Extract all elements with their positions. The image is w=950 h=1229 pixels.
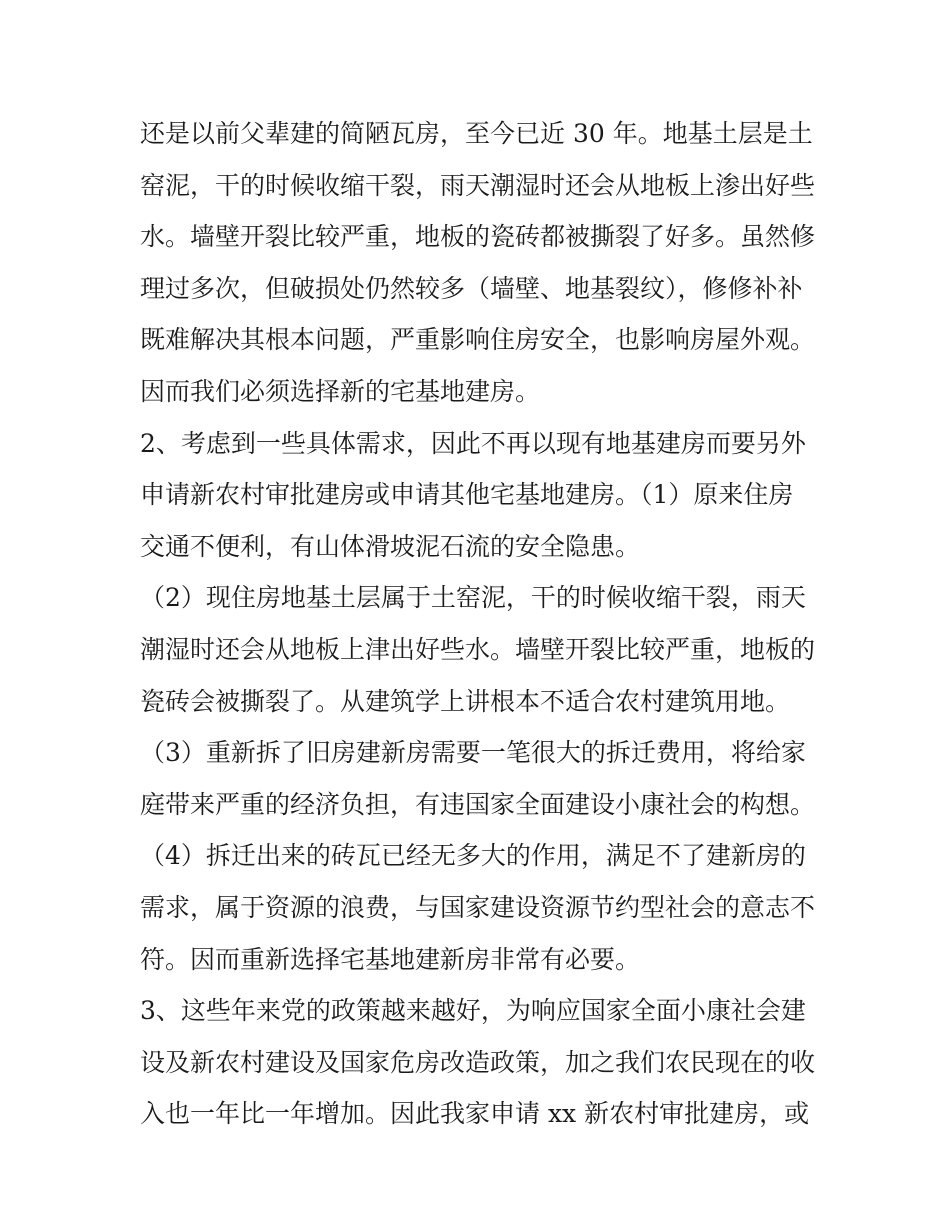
text-line: 需求，属于资源的浪费，与国家建设资源节约型社会的意志不 xyxy=(140,892,816,922)
text-line: 既难解决其根本问题，严重影响住房安全，也影响房屋外观。 xyxy=(140,325,816,355)
text-line: 窑泥，干的时候收缩干裂，雨天潮湿时还会从地板上渗出好些 xyxy=(140,170,816,200)
text-line: 庭带来严重的经济负担，有违国家全面建设小康社会的构想。 xyxy=(140,789,816,819)
text-line: 申请新农村审批建房或申请其他宅基地建房。（1）原来住房 xyxy=(140,480,794,510)
text-line: 瓷砖会被撕裂了。从建筑学上讲根本不适合农村建筑用地。 xyxy=(140,686,791,716)
text-line: 潮湿时还会从地板上津出好些水。墙壁开裂比较严重，地板的 xyxy=(140,634,816,664)
text-line: 2、考虑到一些具体需求，因此不再以现有地基建房而要另外 xyxy=(140,428,806,458)
text-line: 因而我们必须选择新的宅基地建房。 xyxy=(140,376,541,406)
text-line: 入也一年比一年增加。因此我家申请 xx 新农村审批建房，或 xyxy=(140,1099,810,1129)
text-line: 理过多次，但破损处仍然较多（墙壁、地基裂纹），修修补补 xyxy=(140,273,803,303)
text-line: （2）现住房地基土层属于土窑泥，干的时候收缩干裂，雨天 xyxy=(140,583,806,613)
body-text xyxy=(140,108,830,1140)
text-line: 设及新农村建设及国家危房改造政策，加之我们农民现在的收 xyxy=(140,1047,816,1077)
text-line: 3、这些年来党的政策越来越好，为响应国家全面小康社会建 xyxy=(140,996,806,1026)
text-line: 还是以前父辈建的简陋瓦房，至今已近 30 年。地基土层是土 xyxy=(140,119,813,148)
text-line: 符。因而重新选择宅基地建新房非常有必要。 xyxy=(140,944,641,974)
text-line: 水。墙壁开裂比较严重，地板的瓷砖都被撕裂了好多。虽然修 xyxy=(140,222,816,252)
text-line: （4）拆迁出来的砖瓦已经无多大的作用，满足不了建新房的 xyxy=(140,841,806,871)
text-line: （3）重新拆了旧房建新房需要一笔很大的拆迁费用，将给家 xyxy=(140,738,806,768)
text-line: 交通不便利，有山体滑坡泥石流的安全隐患。 xyxy=(140,531,641,561)
